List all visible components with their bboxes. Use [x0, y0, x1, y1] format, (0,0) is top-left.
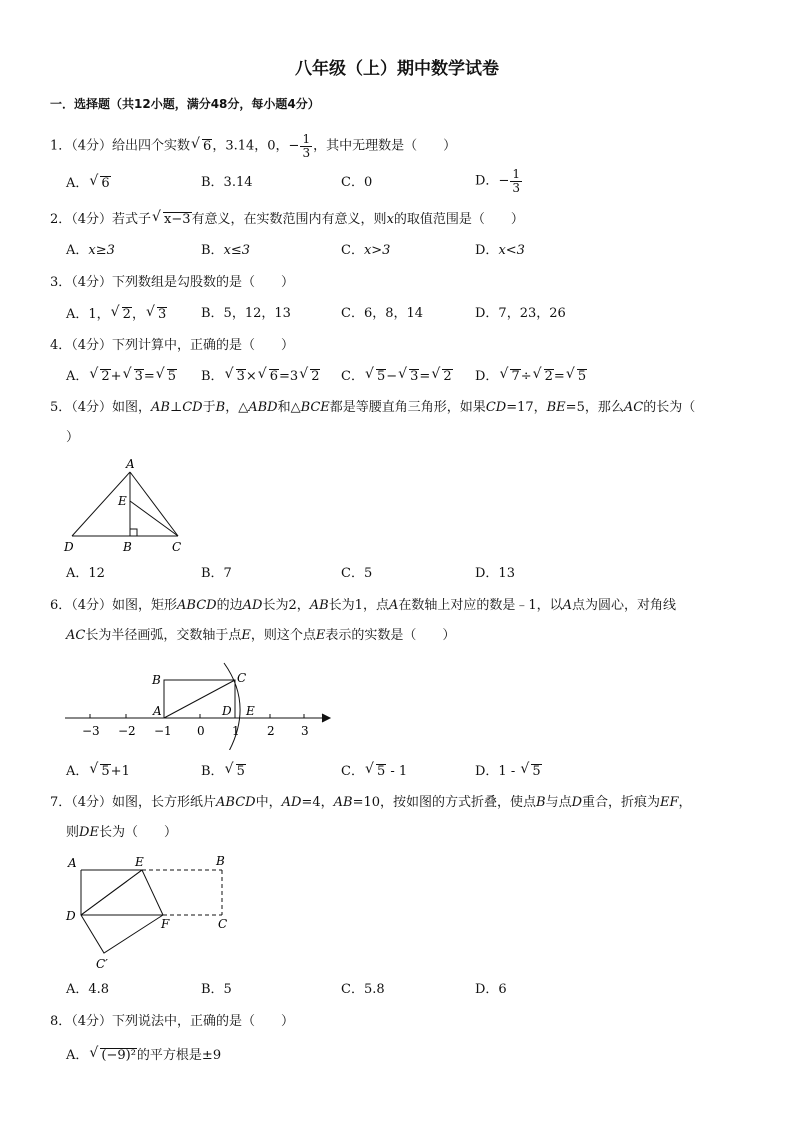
tick-label: 0	[197, 724, 205, 738]
question-4: 4．（4分）下列计算中，正确的是（ ）	[50, 338, 295, 353]
q4-option-d[interactable]: D．√ 7÷√ 2=√ 5	[475, 369, 587, 384]
tick-label: −1	[154, 724, 172, 738]
question-1: 1．（4分）给出四个实数√ 6，3.14，0，− $\frac{1}{3}$ ，其中无理数是（ ）	[50, 133, 456, 159]
question-6: 6．（4分）如图，矩形ABCD的边AD长为2，AB长为1，点A在数轴上对应的数是﹣1，以A点为圆心，对角线	[50, 598, 677, 613]
q6-option-c[interactable]: C．√ 5 - 1	[341, 764, 407, 779]
q2-option-b[interactable]: B．x≤3	[201, 243, 251, 258]
tick-label: 3	[301, 724, 309, 738]
label-D: D	[222, 704, 232, 718]
label-A: A	[68, 856, 77, 870]
q1-option-b[interactable]: B．3.14	[201, 175, 253, 190]
label-A: A	[126, 457, 135, 471]
q5-option-b[interactable]: B．7	[201, 566, 232, 581]
exam-title: 八年级（上）期中数学试卷	[295, 59, 499, 79]
q3-option-d[interactable]: D．7，23，26	[475, 306, 566, 321]
q7-option-b[interactable]: B．5	[201, 982, 232, 997]
q3-option-c[interactable]: C．6，8，14	[341, 306, 424, 321]
q8-option-a[interactable]: A．√ (−9)²的平方根是±9	[66, 1048, 221, 1063]
q7-option-a[interactable]: A．4.8	[66, 982, 110, 997]
q3-option-b[interactable]: B．5，12，13	[201, 306, 291, 321]
tick-label: −3	[82, 724, 100, 738]
tick-label: −2	[118, 724, 136, 738]
question-7: 7．（4分）如图，长方形纸片ABCD中，AD=4，AB=10，按如图的方式折叠，使点B与点D重合，折痕为EF，	[50, 795, 692, 810]
q4-option-a[interactable]: A．√ 2+√ 3=√ 5	[66, 369, 177, 384]
label-D: D	[64, 540, 74, 554]
section-heading: 一．选择题（共12小题，满分48分，每小题4分）	[50, 97, 320, 111]
label-B: B	[216, 854, 225, 868]
label-F: F	[161, 917, 170, 931]
q4-option-b[interactable]: B．√ 3×√ 6=3√ 2	[201, 369, 320, 384]
question-8: 8．（4分）下列说法中，正确的是（ ）	[50, 1014, 295, 1029]
q5-figure	[60, 455, 190, 555]
label-C: C	[237, 671, 247, 685]
label-C-prime: C′	[96, 957, 108, 971]
q1-option-a[interactable]: A．√ 6	[66, 176, 111, 191]
q3-option-a[interactable]: A．1，√ 2，√ 3	[66, 307, 167, 322]
question-7-line2: 则DE长为（ ）	[66, 825, 177, 840]
q2-option-c[interactable]: C．x>3	[341, 243, 391, 258]
q5-option-a[interactable]: A．12	[66, 566, 105, 581]
q6-option-d[interactable]: D．1 - √ 5	[475, 764, 542, 779]
label-E: E	[246, 704, 255, 718]
question-5: 5．（4分）如图，AB⊥CD于B，△ABD和△BCE都是等腰直角三角形，如果CD=17，BE=5，那么AC的长为（	[50, 400, 696, 415]
label-A: A	[153, 704, 162, 718]
q1-option-c[interactable]: C．0	[341, 175, 373, 190]
question-5-line2: ）	[66, 430, 80, 445]
q7-folding-figure	[60, 850, 240, 975]
q5-option-d[interactable]: D．13	[475, 566, 515, 581]
q7-option-d[interactable]: D．6	[475, 982, 507, 997]
q6-number-line-figure	[60, 655, 345, 750]
question-2: 2．（4分）若式子√ x−3有意义，在实数范围内有意义，则x的取值范围是（ ）	[50, 212, 524, 227]
label-E: E	[135, 855, 144, 869]
label-B: B	[152, 673, 161, 687]
question-6-line2: AC长为半径画弧，交数轴于点E，则这个点E表示的实数是（ ）	[66, 628, 456, 643]
q5-option-c[interactable]: C．5	[341, 566, 373, 581]
label-E: E	[118, 494, 127, 508]
label-B: B	[123, 540, 132, 554]
label-D: D	[66, 909, 76, 923]
q4-option-c[interactable]: C．√ 5−√ 3=√ 2	[341, 369, 453, 384]
sqrt: √ 6	[191, 139, 212, 154]
question-3: 3．（4分）下列数组是勾股数的是（ ）	[50, 275, 295, 290]
label-C: C	[172, 540, 182, 554]
label-C: C	[218, 917, 228, 931]
q7-option-c[interactable]: C．5.8	[341, 982, 385, 997]
q6-option-b[interactable]: B．√ 5	[201, 764, 246, 779]
q2-option-a[interactable]: A．x≥3	[66, 243, 115, 258]
q6-option-a[interactable]: A．√ 5+1	[66, 764, 130, 779]
fraction: $\frac{1}{3}$	[302, 132, 311, 160]
tick-label: 1	[232, 724, 240, 738]
q2-option-d[interactable]: D．x<3	[475, 243, 525, 258]
tick-label: 2	[267, 724, 275, 738]
q1-option-d[interactable]: D．− $\frac{1}{3}$	[475, 167, 520, 195]
